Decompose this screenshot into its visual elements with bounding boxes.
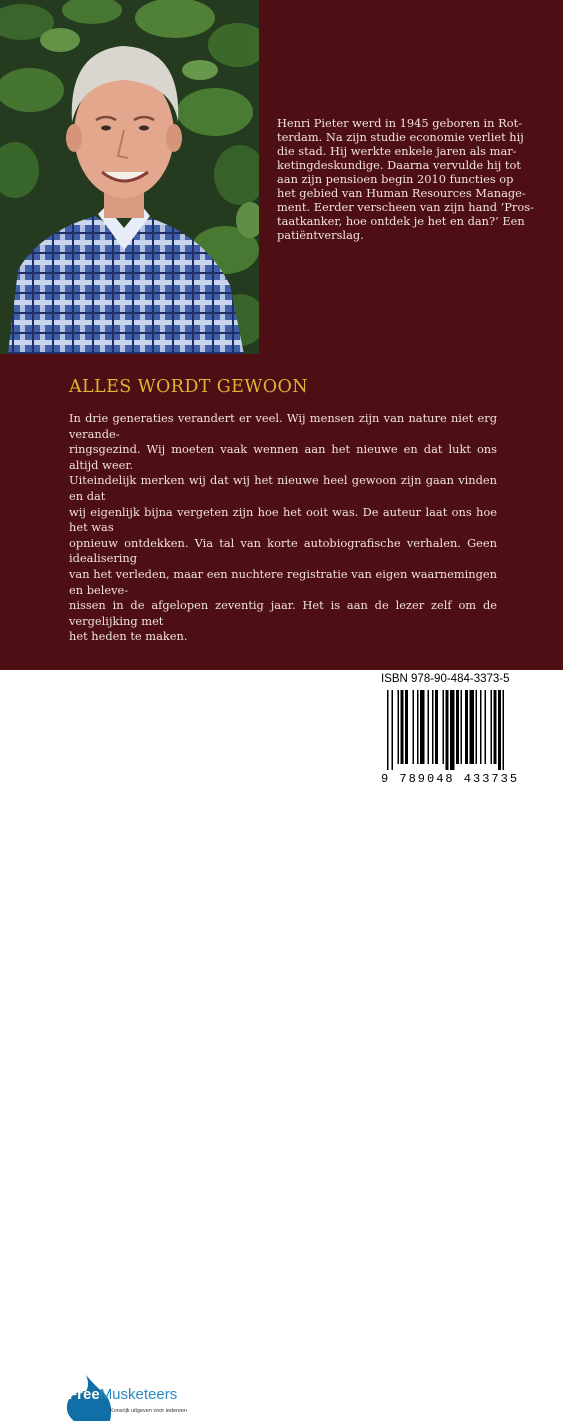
publisher-tagline: Konsrijk uitgeven voor iedereen [110,1408,188,1414]
blurb-line: nissen in de afgelopen zeventig jaar. Het is aan de lezer zelf om de vergelijking met [69,598,497,628]
publisher-name-part1: Free [68,1386,100,1403]
blurb-line: wij eigenlijk bijna vergeten zijn hoe het ooit was. De auteur laat ons hoe het was [69,504,497,535]
blurb-line: van het verleden, maar een nuchtere registratie van eigen waarnemingen en beleve- [69,566,497,597]
bio-line: taatkanker, hoe ontdek je het en dan?’ Een [277,214,525,228]
bio-line: het gebied van Human Resources Manage- [277,186,526,200]
bio-line: aan zijn pensioen begin 2010 functies op [277,172,514,186]
book-title: ALLES WORDT GEWOON [69,377,308,397]
bio-line: patiëntverslag. [277,228,364,242]
barcode-number: 9 789048 433735 [381,772,520,786]
bio-line: terdam. Na zijn studie economie verliet hij [277,130,524,144]
barcode [387,690,545,770]
isbn-label: ISBN 978-90-484-3373-5 [381,673,510,685]
blurb-line: het heden te maken. [69,629,188,644]
blurb-line: Uiteindelijk merken wij dat wij het nieuwe heel gewoon zijn gaan vinden en dat [69,473,497,503]
book-blurb [69,411,497,645]
cover-panel [0,0,563,670]
blurb-line: opnieuw ontdekken. Via tal van korte autobiografische verhalen. Geen idealisering [69,535,497,566]
bio-line: Henri Pieter werd in 1945 geboren in Rot- [277,116,522,130]
publisher-name-part2: Musketeers [99,1386,178,1403]
bio-line: ketingdeskundige. Daarna vervulde hij tot [277,158,521,172]
publisher-name [68,1386,177,1403]
blurb-line: ringsgezind. Wij moeten vaak wennen aan het nieuwe en dat lukt ons altijd weer. [69,442,497,472]
blurb-line: In drie generaties verandert er veel. Wij mensen zijn van nature niet erg verande- [69,411,497,441]
author-photo [0,0,259,354]
bio-line: die stad. Hij werkte enkele jaren als mar- [277,144,517,158]
bio-line: ment. Eerder verscheen van zijn hand ‘Pros- [277,200,534,214]
author-bio [277,116,541,242]
